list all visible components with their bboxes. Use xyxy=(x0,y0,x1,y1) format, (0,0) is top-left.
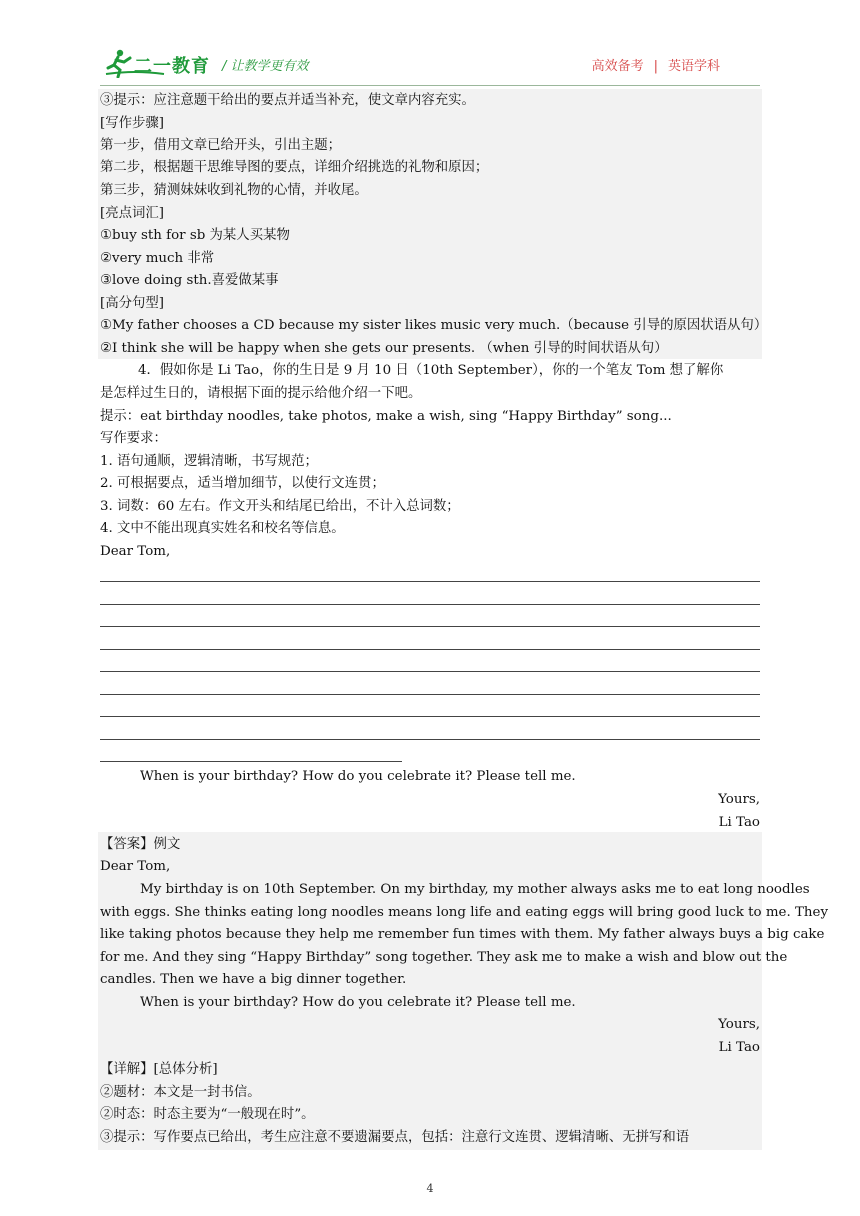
answer-yours: Yours, xyxy=(718,1017,760,1032)
letter-salutation: Dear Tom, xyxy=(100,544,171,559)
vocab-1: ①buy sth for sb 为某人买某物 xyxy=(100,228,290,243)
brand-name: 二一教育 xyxy=(134,56,210,77)
answer-line-2: with eggs. She thinks eating long noodles means long life and eating eggs will bring good luck to me. They xyxy=(100,905,829,920)
question-4-hint: 提示：eat birthday noodles, take photos, make a wish, sing “Happy Birthday” song... xyxy=(100,409,672,424)
hint-line: ③提示：应注意题干给出的要点并适当补充，使文章内容充实。 xyxy=(100,93,475,108)
page-header xyxy=(100,46,760,82)
sentence-title: [高分句型] xyxy=(100,296,165,311)
answer-line-3: like taking photos because they help me remember fun times with them. My father always buys a big cake xyxy=(100,927,825,942)
vocab-title: [亮点词汇] xyxy=(100,206,165,221)
writing-line xyxy=(100,671,760,672)
question-4-line-1: 4．假如你是 Li Tao，你的生日是 9 月 10 日（10th September），你的一个笔友 Tom 想了解你 xyxy=(138,363,724,378)
requirement-1: 1. 语句通顺，逻辑清晰，书写规范； xyxy=(100,454,318,469)
header-tags xyxy=(592,55,720,74)
answer-closing-question: When is your birthday? How do you celebrate it? Please tell me. xyxy=(140,995,576,1010)
header-tag-right: 英语学科 xyxy=(667,59,720,74)
vocab-2: ②very much 非常 xyxy=(100,251,215,266)
requirement-2: 2. 可根据要点，适当增加细节，以使行文连贯； xyxy=(100,476,385,491)
vocab-3: ③love doing sth.喜爱做某事 xyxy=(100,273,279,288)
answer-line-1: My birthday is on 10th September. On my birthday, my mother always asks me to eat long noodles xyxy=(140,882,810,897)
detail-genre: ②题材：本文是一封书信。 xyxy=(100,1085,261,1100)
writing-line xyxy=(100,649,760,650)
step-2: 第二步，根据题干思维导图的要点，详细介绍挑选的礼物和原因； xyxy=(100,160,489,175)
detail-tense: ②时态：时态主要为“一般现在时”。 xyxy=(100,1107,315,1122)
answer-label: 【答案】例文 xyxy=(100,837,181,852)
question-4-line-2: 是怎样过生日的，请根据下面的提示给他介绍一下吧。 xyxy=(100,386,422,401)
steps-title: [写作步骤] xyxy=(100,116,165,131)
sentence-1: ①My father chooses a CD because my sister likes music very much.（because 引导的原因状语从句） xyxy=(100,318,768,333)
brand-slogan: / 让教学更有效 xyxy=(222,59,309,74)
letter-closing-question: When is your birthday? How do you celebrate it? Please tell me. xyxy=(140,769,576,784)
detail-label: 【详解】[总体分析] xyxy=(100,1062,218,1077)
writing-line xyxy=(100,716,760,717)
writing-line xyxy=(100,739,760,740)
requirement-3: 3. 词数：60 左右。作文开头和结尾已给出，不计入总词数； xyxy=(100,499,460,514)
requirement-4: 4. 文中不能出现真实姓名和校名等信息。 xyxy=(100,521,345,536)
writing-line xyxy=(100,694,760,695)
sentence-2: ②I think she will be happy when she gets our presents. （when 引导的时间状语从句） xyxy=(100,341,668,356)
letter-signature: Li Tao xyxy=(718,815,760,830)
answer-line-4: for me. And they sing “Happy Birthday” song together. They ask me to make a wish and blow out the xyxy=(100,950,788,965)
requirements-title: 写作要求： xyxy=(100,431,167,446)
answer-line-5: candles. Then we have a big dinner together. xyxy=(100,972,407,987)
writing-line-short xyxy=(100,761,402,762)
header-rule xyxy=(100,85,760,86)
header-tag-left: 高效备考 xyxy=(591,59,644,74)
writing-line xyxy=(100,604,760,605)
step-1: 第一步，借用文章已给开头，引出主题； xyxy=(100,138,342,153)
writing-line xyxy=(100,581,760,582)
header-separator: | xyxy=(653,59,658,74)
answer-signature: Li Tao xyxy=(718,1040,760,1055)
detail-hint: ③提示：写作要点已给出，考生应注意不要遗漏要点，包括：注意行文连贯、逻辑清晰、无拼写和语 xyxy=(100,1130,690,1145)
answer-salutation: Dear Tom, xyxy=(100,859,171,874)
writing-line xyxy=(100,626,760,627)
page-number: 4 xyxy=(426,1182,434,1195)
step-3: 第三步，猜测妹妹收到礼物的心情，并收尾。 xyxy=(100,183,368,198)
letter-yours: Yours, xyxy=(718,792,760,807)
